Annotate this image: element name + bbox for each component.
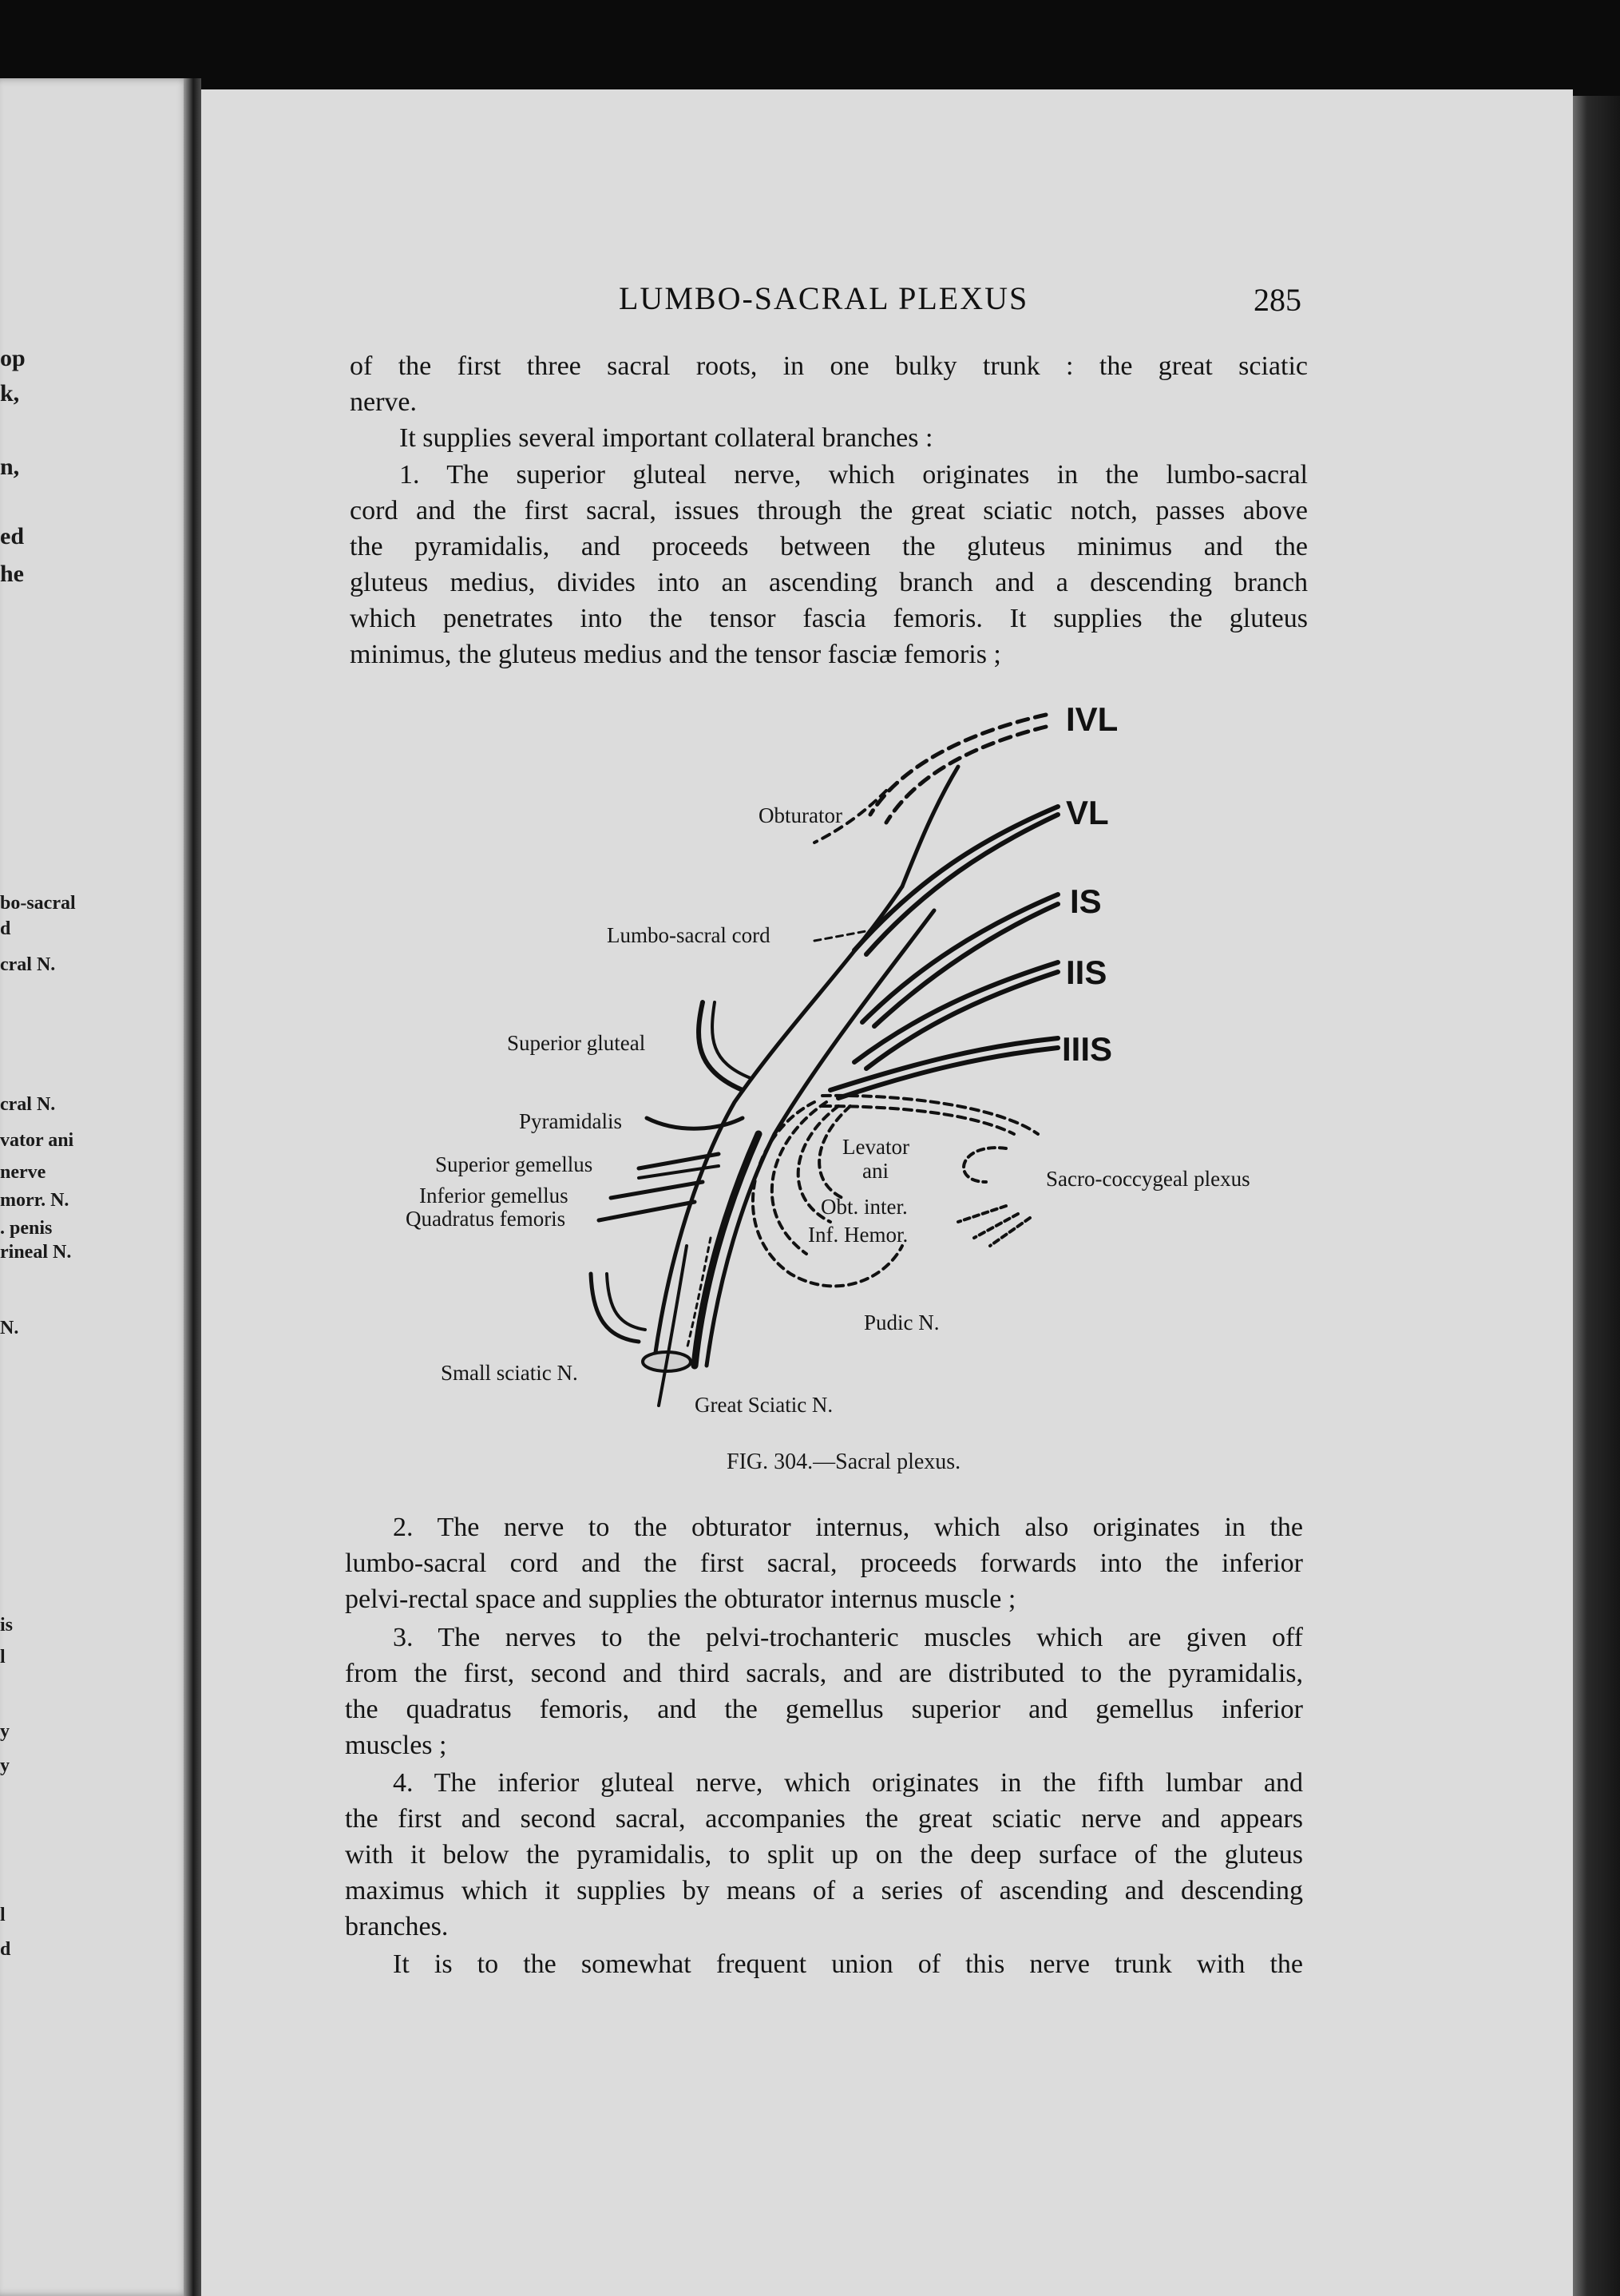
left-fragment: l: [0, 1905, 6, 1925]
page-edge: [1573, 96, 1620, 2296]
label-obt-inter: Obt. inter.: [821, 1195, 908, 1219]
text-line: muscles ;: [345, 1731, 447, 1760]
paragraph: [350, 457, 1308, 672]
text-line: branches.: [345, 1912, 449, 1941]
vl-root-2: [866, 815, 1058, 954]
sacro-coccygeal-twigs-2: [990, 1218, 1030, 1246]
trunk-outline-left: [655, 886, 902, 1358]
root-label-is: IS: [1070, 882, 1102, 920]
left-fragment: N.: [0, 1318, 19, 1338]
sacro-coccygeal-loop: [964, 1148, 1006, 1182]
label-pudic-nerve: Pudic N.: [864, 1311, 940, 1334]
text-line: minimus, the gluteus medius and the tensor fasciæ femoris ;: [350, 640, 1001, 669]
left-fragment: rineal N.: [0, 1242, 72, 1263]
text-line: cord and the first sacral, issues through the great sciatic notch, passes above: [350, 496, 1308, 525]
left-fragment: cral N.: [0, 954, 56, 975]
text-line: It is to the somewhat frequent union of this nerve trunk with the: [393, 1949, 1303, 1979]
label-lumbo-sacral-cord: Lumbo-sacral cord: [607, 923, 770, 947]
label-levator: Levator: [842, 1135, 909, 1159]
text-line: with it below the pyramidalis, to split up on the deep surface of the gluteus: [345, 1840, 1303, 1870]
left-fragment: is: [0, 1615, 14, 1636]
superior-gluteal-nerve: [699, 1002, 743, 1090]
left-fragment: morr. N.: [0, 1190, 69, 1211]
label-pyramidalis: Pyramidalis: [519, 1109, 622, 1133]
inferior-gemellus-branch: [611, 1182, 703, 1198]
paragraph: [350, 348, 1308, 420]
left-fragment: y: [0, 1755, 10, 1776]
iiis-root: [830, 1038, 1058, 1090]
text-line: of the first three sacral roots, in one bulky trunk : the great sciatic: [350, 351, 1308, 381]
left-fragment: op: [0, 345, 26, 371]
label-great-sciatic: Great Sciatic N.: [695, 1393, 834, 1417]
left-fragment: k,: [0, 380, 20, 406]
left-fragment: . penis: [0, 1218, 53, 1239]
paragraph: [345, 1946, 1303, 1982]
superior-gluteal-nerve-2: [712, 1002, 751, 1078]
label-inferior-gemellus: Inferior gemellus: [419, 1184, 568, 1207]
label-quadratus-femoris: Quadratus femoris: [406, 1207, 566, 1231]
root-label-iis: IIS: [1066, 954, 1107, 991]
paragraph: [345, 1620, 1303, 1763]
figure-caption: FIG. 304.—Sacral plexus.: [727, 1449, 961, 1474]
ivl-trunk: [902, 767, 958, 886]
left-fragment: bo-sacral: [0, 893, 76, 914]
root-label-iiis: IIIS: [1062, 1030, 1113, 1068]
left-fragment: n,: [0, 454, 20, 480]
sacro-coccygeal-dashed-2: [822, 1106, 1014, 1134]
text-line: 2. The nerve to the obturator internus, which also originates in the: [393, 1513, 1303, 1542]
left-fragment: d: [0, 1939, 11, 1960]
quadratus-femoris-branch: [599, 1202, 695, 1220]
label-obturator: Obturator: [759, 803, 842, 827]
left-fragment: vator ani: [0, 1130, 74, 1151]
small-sciatic-branch-2: [607, 1274, 645, 1330]
left-page: [0, 78, 190, 2296]
left-fragment: ed: [0, 523, 24, 549]
text-line: lumbo-sacral cord and the first sacral, proceeds forwards into the inferior: [345, 1549, 1303, 1578]
running-title: LUMBO-SACRAL PLEXUS: [619, 280, 1029, 316]
sacro-coccygeal-dashed: [822, 1096, 1038, 1134]
text-line: maximus which it supplies by means of a series of ascending and descending: [345, 1876, 1303, 1905]
text-line: gluteus medius, divides into an ascending branch and a descending branch: [350, 568, 1308, 597]
text-line: the quadratus femoris, and the gemellus superior and gemellus inferior: [345, 1695, 1303, 1724]
root-label-ivl: IVL: [1066, 700, 1119, 738]
paragraph: [345, 1765, 1303, 1945]
text-line: 4. The inferior gluteal nerve, which originates in the fifth lumbar and: [393, 1768, 1303, 1798]
left-fragment: y: [0, 1721, 10, 1742]
page-number: 285: [1254, 282, 1301, 318]
sacral-plexus-figure: [343, 687, 1301, 1457]
left-fragment: d: [0, 918, 11, 939]
left-fragment: he: [0, 561, 24, 587]
sacral-plexus-diagram: [343, 687, 1301, 1453]
paragraph: [399, 420, 1277, 456]
text-line: 3. The nerves to the pelvi-trochanteric muscles which are given off: [393, 1623, 1303, 1652]
text-line: nerve.: [350, 387, 418, 417]
left-fragment: cral N.: [0, 1094, 56, 1115]
pyramidalis-branch: [647, 1118, 743, 1128]
left-fragment: l: [0, 1647, 6, 1667]
paragraph: [345, 1509, 1303, 1617]
label-inf-hemor: Inf. Hemor.: [808, 1223, 909, 1247]
root-label-vl: VL: [1066, 794, 1109, 831]
text-line: the first and second sacral, accompanies the great sciatic nerve and appears: [345, 1804, 1303, 1834]
text-line: from the first, second and third sacrals, and are distributed to the pyramidalis,: [345, 1659, 1303, 1688]
label-sacro-coccygeal-plexus: Sacro-coccygeal plexus: [1046, 1167, 1250, 1191]
label-superior-gemellus: Superior gemellus: [435, 1152, 593, 1176]
label-small-sciatic: Small sciatic N.: [441, 1361, 578, 1385]
text-line: pelvi-rectal space and supplies the obturator internus muscle ;: [345, 1584, 1016, 1614]
book-gutter: [184, 78, 201, 2296]
left-fragment: nerve: [0, 1162, 46, 1183]
text-line: which penetrates into the tensor fascia femoris. It supplies the gluteus: [350, 604, 1308, 633]
text-line: It supplies several important collateral branches :: [399, 423, 933, 453]
label-ani: ani: [862, 1159, 889, 1183]
text-line: the pyramidalis, and proceeds between the gluteus minimus and the: [350, 532, 1308, 561]
text-line: 1. The superior gluteal nerve, which originates in the lumbo-sacral: [399, 460, 1308, 490]
label-superior-gluteal: Superior gluteal: [507, 1031, 646, 1055]
